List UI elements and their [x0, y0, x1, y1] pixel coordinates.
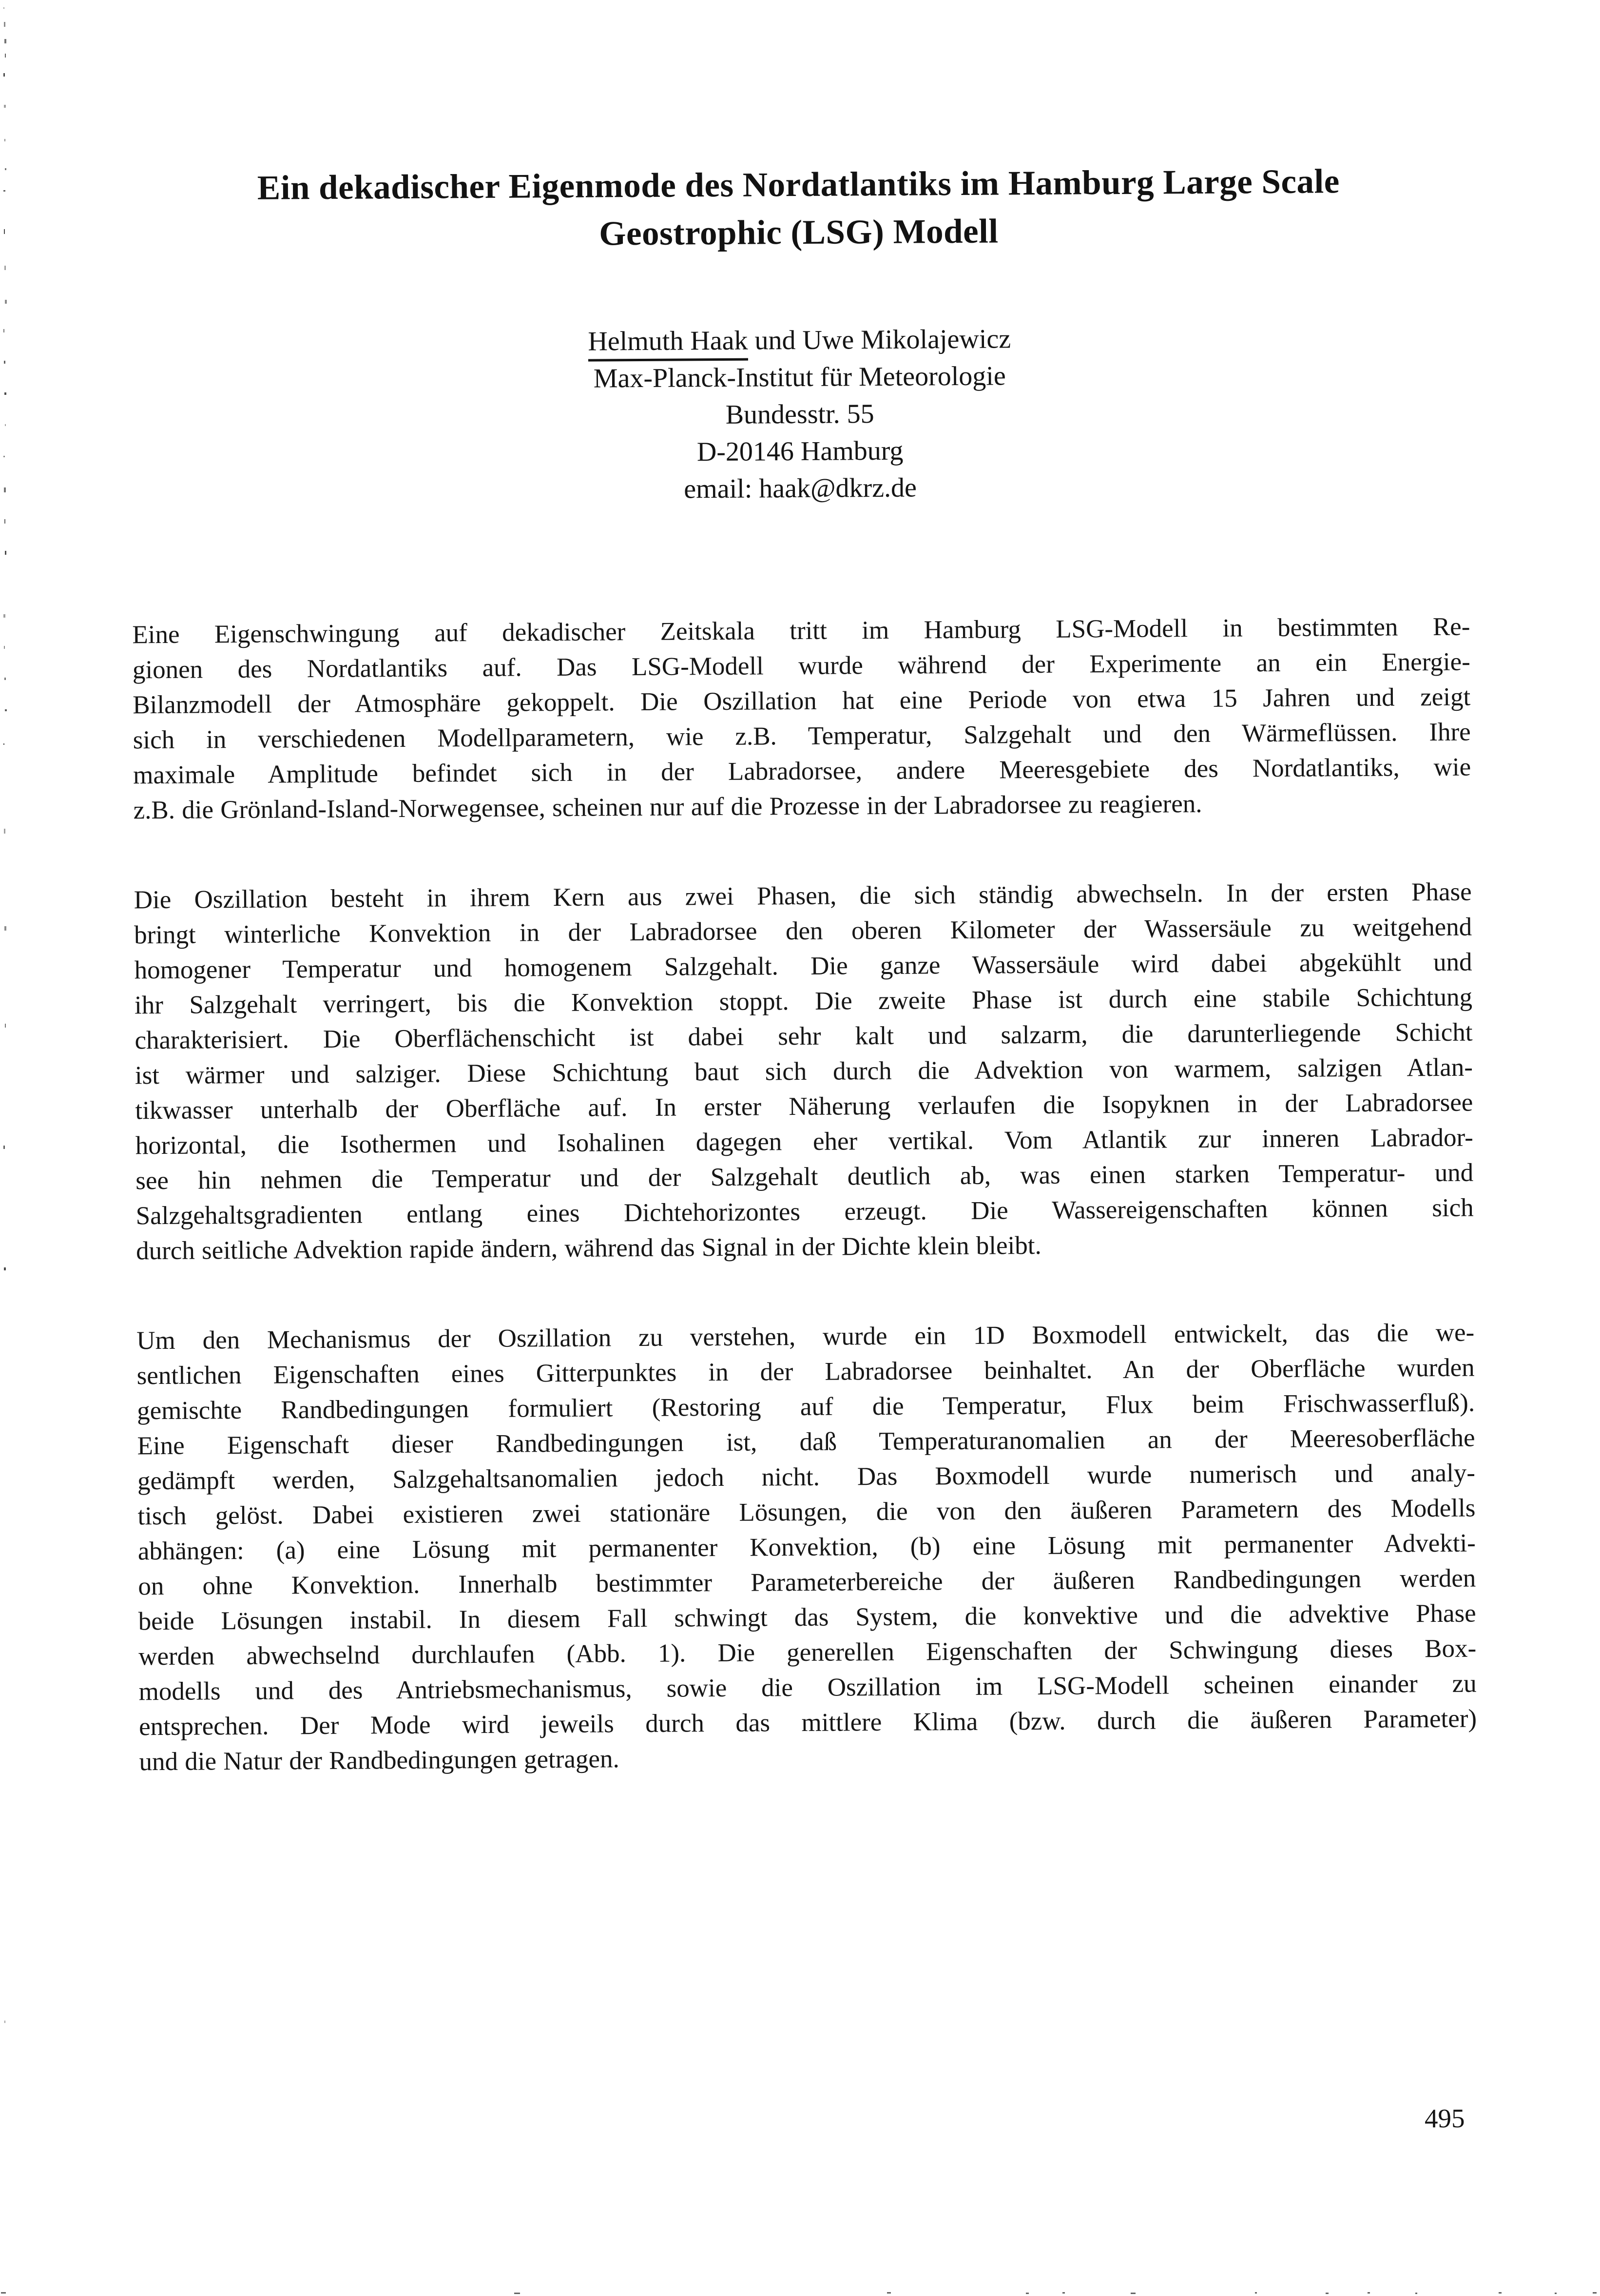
- scan-speck: [4, 139, 5, 141]
- scan-speck: [4, 39, 6, 43]
- author-name-second: Uwe Mikolajewicz: [802, 324, 1011, 355]
- text-line: Um den Mechanismus der Oszillation zu verstehen, wurde ein 1D Boxmodell entwickelt, das die we-: [136, 1318, 1475, 1355]
- scan-speck: [5, 424, 6, 426]
- text-line: homogener Temperatur und homogenem Salzgehalt. Die ganze Wassersäule wird dabei abgekühlt und: [134, 948, 1472, 985]
- scan-edge-dash: [1131, 2293, 1136, 2294]
- scan-edge-dash: [1499, 2292, 1502, 2294]
- scan-edge-dash: [1593, 2292, 1597, 2294]
- text-line: ihr Salzgehalt verringert, bis die Konvektion stoppt. Die zweite Phase ist durch eine stabile Schichtung: [134, 983, 1473, 1020]
- scan-speck: [3, 7, 4, 9]
- scan-speck: [4, 361, 5, 364]
- paragraph: [136, 1315, 1477, 1780]
- text-line: durch seitliche Advektion rapide ändern, während das Signal in der Dichte klein bleibt.: [135, 1231, 1041, 1265]
- paragraph: [132, 609, 1471, 828]
- scan-speck: [5, 54, 6, 58]
- text-line: Eine Eigenschaft dieser Randbedingungen ist, daß Temperaturanomalien an der Meeresoberfläche: [137, 1423, 1475, 1460]
- text-line: modells und des Antriebsmechanismus, sowie die Oszillation im LSG-Modell scheinen einander zu: [138, 1669, 1477, 1706]
- text-line: Die Oszillation besteht in ihrem Kern aus zwei Phasen, die sich ständig abwechseln. In der ersten Phase: [134, 877, 1472, 915]
- author-block: [131, 318, 1469, 511]
- scan-speck: [4, 646, 5, 649]
- paper-title: [130, 157, 1468, 261]
- scan-speck: [5, 709, 7, 711]
- scan-speck: [4, 829, 5, 834]
- text-line: abhängen: (a) eine Lösung mit permanenter Konvektion, (b) eine Lösung mit permanenter Advekti-: [137, 1529, 1476, 1566]
- scan-edge-dash: [1326, 2293, 1329, 2294]
- scan-edge-dash: [514, 2293, 520, 2294]
- text-line: tisch gelöst. Dabei existieren zwei stationäre Lösungen, die von den äußeren Parametern des Modells: [137, 1494, 1476, 1531]
- scan-speck: [4, 392, 6, 395]
- scan-edge-dash: [1255, 2292, 1257, 2294]
- affiliation-institute: Max-Planck-Institut für Meteorologie: [593, 361, 1006, 394]
- paper-title-line2: Geostrophic (LSG) Modell: [599, 212, 999, 253]
- text-line: gemischte Randbedingungen formuliert (Restoring auf die Temperatur, Flux beim Frischwasserfluß).: [136, 1388, 1475, 1425]
- text-line: werden abwechselnd durchlaufen (Abb. 1). Die generellen Eigenschaften der Schwingung dieses Box-: [138, 1634, 1477, 1671]
- text-line: Bilanzmodell der Atmosphäre gekoppelt. Die Oszillation hat eine Periode von etwa 15 Jahren und zeigt: [133, 682, 1471, 720]
- paper-title-line1: Ein dekadischer Eigenmode des Nordatlantiks im Hamburg Large Scale: [257, 162, 1340, 207]
- author-name-underlined: Helmuth Haak: [588, 326, 748, 362]
- scan-edge-dash: [1062, 2292, 1065, 2294]
- abstract-body: [132, 609, 1477, 1780]
- text-line: gionen des Nordatlantiks auf. Das LSG-Modell wurde während der Experimente an ein Energie-: [132, 647, 1470, 684]
- text-line: Eine Eigenschwingung auf dekadischer Zeitskala tritt im Hamburg LSG-Modell in bestimmten Re-: [132, 612, 1470, 649]
- text-line: entsprechen. Der Mode wird jeweils durch das mittlere Klima (bzw. durch die äußeren Parameter): [138, 1704, 1477, 1741]
- paragraph: [134, 875, 1474, 1269]
- scan-speck: [4, 22, 5, 27]
- scan-speck: [3, 614, 5, 618]
- text-line: und die Natur der Randbedingungen getragen.: [139, 1745, 619, 1776]
- affiliation-street: Bundesstr. 55: [725, 399, 874, 430]
- scan-speck: [4, 926, 6, 931]
- scan-speck: [5, 1024, 6, 1028]
- author-email: email: haak@dkrz.de: [684, 472, 917, 505]
- scan-speck: [4, 105, 6, 108]
- text-line: tikwasser unterhalb der Oberfläche auf. In erster Näherung verlaufen die Isopyknen in der Labradorsee: [135, 1088, 1473, 1125]
- scan-edge-dash: [1368, 2292, 1370, 2294]
- text-line: on ohne Konvektion. Innerhalb bestimmter Parameterbereiche der äußeren Randbedingungen werden: [138, 1564, 1476, 1601]
- text-line: maximale Amplitude befindet sich in der Labradorsee, andere Meeresgebiete des Nordatlantiks, wie: [133, 753, 1471, 790]
- text-line: bringt winterliche Konvektion in der Labradorsee den oberen Kilometer der Wassersäule zu weitgehend: [134, 913, 1472, 950]
- scan-edge-dash: [1026, 2293, 1029, 2294]
- affiliation-city: D-20146 Hamburg: [696, 435, 904, 467]
- scan-speck: [4, 487, 6, 492]
- scan-speck: [5, 300, 7, 304]
- scan-speck: [4, 1267, 6, 1270]
- scan-speck: [3, 73, 5, 77]
- scan-speck: [5, 168, 6, 170]
- scan-edge-dash: [1555, 2293, 1557, 2294]
- scan-speck: [3, 190, 5, 192]
- scan-speck: [4, 229, 5, 234]
- scan-speck: [3, 743, 4, 745]
- scan-speck: [5, 551, 6, 555]
- text-line: gedämpft werden, Salzgehaltsanomalien jedoch nicht. Das Boxmodell wurde numerisch und analy-: [137, 1459, 1476, 1496]
- text-line: sich in verschiedenen Modellparametern, wie z.B. Temperatur, Salzgehalt und den Wärmeflüssen. Ihre: [133, 718, 1471, 755]
- scan-edge-dash: [1, 2292, 6, 2294]
- scan-edge-dash: [1415, 2293, 1417, 2294]
- page-number: 495: [1424, 2103, 1465, 2134]
- scan-speck: [4, 678, 6, 680]
- text-line: z.B. die Grönland-Island-Norwegensee, scheinen nur auf die Prozesse in der Labradorsee zu reagieren.: [133, 789, 1202, 825]
- text-line: ist wärmer und salziger. Diese Schichtung baut sich durch die Advektion von warmem, salzigen Atlan-: [135, 1053, 1473, 1090]
- scan-edge-dash: [887, 2292, 891, 2294]
- scan-speck: [3, 1146, 5, 1149]
- scan-speck: [3, 456, 5, 457]
- scan-speck: [3, 329, 4, 332]
- text-line: beide Lösungen instabil. In diesem Fall schwingt das System, die konvektive und die advektive Phase: [138, 1599, 1476, 1636]
- scan-speck: [4, 2021, 5, 2023]
- text-line: Salzgehaltsgradienten entlang eines Dichtehorizontes erzeugt. Die Wassereigenschaften können sich: [135, 1193, 1474, 1230]
- scan-speck: [4, 266, 6, 270]
- scan-speck: [4, 519, 5, 524]
- author-separator: und: [748, 325, 803, 356]
- text-line: charakterisiert. Die Oberflächenschicht ist dabei sehr kalt und salzarm, die darunterliegende Schicht: [135, 1018, 1473, 1055]
- text-line: horizontal, die Isothermen und Isohalinen dagegen eher vertikal. Vom Atlantik zur inneren Labrador-: [135, 1123, 1473, 1160]
- text-line: see hin nehmen die Temperatur und der Salzgehalt deutlich ab, was einen starken Temperatur- und: [135, 1158, 1474, 1195]
- text-line: sentlichen Eigenschaften eines Gitterpunktes in der Labradorsee beinhaltet. An der Oberfläche wurden: [136, 1353, 1475, 1390]
